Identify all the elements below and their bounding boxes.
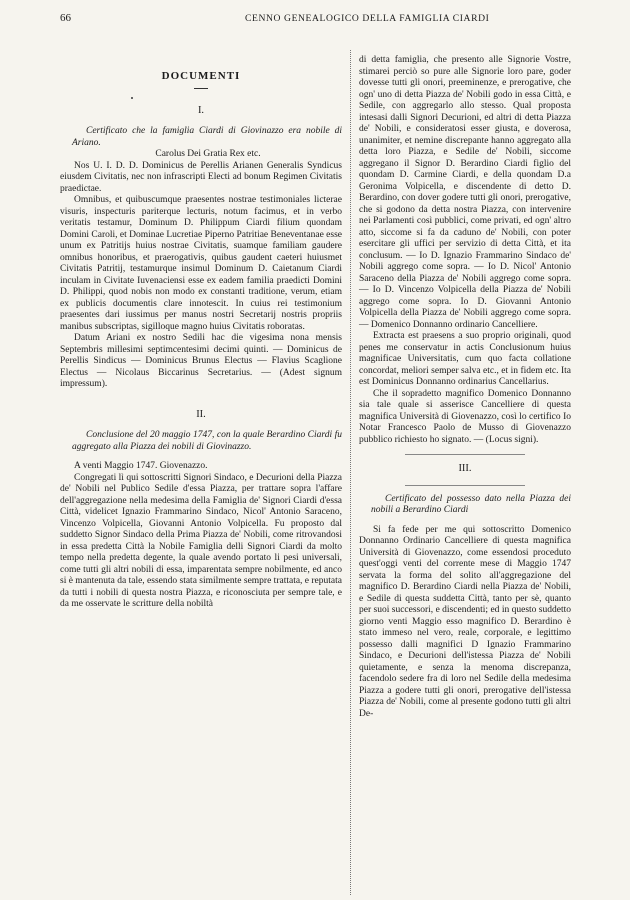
section-rule	[405, 485, 525, 486]
left-column	[60, 55, 342, 611]
doc-2-caption: Conclusione del 20 maggio 1747, con la quale Berardino Ciardi fu aggregato alla Piazza dei nobili di Giovinazzo.	[72, 430, 342, 452]
doc-1-salutation: Carolus Dei Gratia Rex etc.	[155, 149, 261, 159]
doc-2-paragraph: A venti Maggio 1747. Giovenazzo.	[74, 461, 208, 471]
doc-1-paragraph: Datum Ariani ex nostro Sedili hac die vigesima nona mensis Septembris millesimi septimcentesimi decimi quinti. — Dominicus de Perellis Sindicus — Dominicus Brunus Electus — Flavius Scaglione Electus — Nicolaus Biccarinus Secretarius. — (Adest signum impressum).	[60, 333, 342, 389]
doc-3-number: III.	[458, 463, 472, 474]
doc-3-paragraph: Si fa fede per me qui sottoscritto Domenico Donnanno Ordinario Cancelliere di questa magnifica Università di Giovenazzo, come essendosi proceduto quest'oggi venti del corrente mese di Maggio 1747 servata la forma del solito all'aggregazione del magnifico D. Berardino Ciardi nella Piazza de' Nobili, e Sedile di questa suddetta Città, tanto per sè, quanto per suoi successori, e discendenti; ed in questo suddetto giorno venti Maggio esso magnifico D. Berardino è stato immeso nel vero, reale, corporale, e legittimo possesso dalli magnifici D Ignazio Frammarino Sindaco, e Decurioni dell'istessa Piazza de' Nobili quietamente, e senza la menoma discrepanza, facendolo sedere fra di loro nel Sedile della medesima Piazza a godere tutti gli onori, prerogative dell'istessa Piazza de' Nobili, come al presente godono tutti gli altri De-	[359, 524, 571, 719]
heading-rule	[194, 88, 208, 89]
doc-1-caption: Certificato che la famiglia Ciardi di Giovinazzo era nobile di Ariano.	[72, 126, 342, 148]
doc-3-caption: Certificato del possesso dato nella Piazza dei nobili a Berardino Ciardi	[371, 493, 571, 515]
doc-1-number: I.	[197, 104, 205, 116]
doc-1-paragraph: Omnibus, et quibuscumque praesentes nostrae testimoniales licterae visuris, inspecturis pariterque lecturis, notum facimus, et in verbo veritatis testamur, Dominum D. Philippum Ciardi filium quondam Domini Caroli, et Dominae Lucretiae Piperno Patritiae Beneventanae esse unum ex Patritijs huius nostrae Civitatis, suamque familiam gaudere omnibus honoribus, et praerogativis, quibus gaudent caeteri huiusmet Civitatis Patritij, testamurque insimul Dominum D. Caietanum Ciardi inculam in Civitate Iuvenaciensi esse ex eadem familia praedicti Domini D. Philippi, quod nobis non modo ex constanti traditione, verum, etiam ex publicis documentis clare innotescit. In cuius rei testimonium praesentes dari iussimus per manus nostri Secretarij nostris propriis manibus subscriptas, sigilloque magno huius Civitatis roboratas.	[60, 195, 342, 332]
doc-2-number: II.	[196, 408, 206, 420]
documents-heading: DOCUMENTI	[161, 70, 241, 82]
page-number: 66	[60, 12, 71, 24]
doc-2-paragraph: Congregati lì qui sottoscritti Signori Sindaco, e Decurioni della Piazza de' Nobili nel Publico Sedile d'essa Piazza, per trattare sopra l'affare dell'aggregazione nella medesima della Famiglia de' Signori Ciardi d'essa Città, videlicet Ignazio Frammarino Sindaco, Nicol' Antonio Saraceno, Vincenzo Volpicella, Giovanni Antonio Volpicella. Fu proposto dal suddetto Signor Sindaco della Prima Piazza de' Nobili, come ritrovandosi in essa predetta Città la Nobile Famiglia delli Signori Ciardi da molto tempo nella predetta degente, la quale avendo portato li pesi universali, come tutti gli altri nobili di essa, imparentata sempre nobilmente, ed anco si è mantenuta da tale, essendo stata similmente sempre trattata, e reputata da tutti i nobili di questa nostra Piazza, e riconosciuta per sempre tale, e da me osservate le scritture della nobiltà	[60, 472, 342, 609]
running-head: CENNO GENEALOGICO DELLA FAMIGLIA CIARDI	[245, 13, 490, 24]
right-column	[359, 55, 571, 720]
section-rule	[405, 454, 525, 455]
doc-2-paragraph: Che il sopradetto magnifico Domenico Donnanno sia tale quale si asserisce Cancelliere di questa magnifica Università di Giovenazzo, così lo certifico Io Notar Francesco Paolo de Musso di Giovenazzo pubblico richiesto ho signato. — (Locus signi).	[359, 388, 571, 445]
doc-2-continuation: di detta famiglia, che presento alle Signorie Vostre, stimarei perciò so pure alle Signorie loro pare, goder dovesse tutti gli onori, preeminenze, e prerogative, che ogn' uno di detta Piazza de' Nobili godo in essa Città, e Sedile, con aggregarlo allo stesso. Qual proposta intesasi dalli Signori Decurioni, ed altri di detta Piazza de' Nobili, e consideratosi esser giusta, e doverosa, unanimiter, et nemine discrepante hanno aggregato alla detta loro Piazza, e Sedile de' Nobili, siccome aggregano il Signor D. Berardino Ciardi figlio del quondam D. Carmine Ciardi, e della quondam D.a Geronima Volpicella, e discendente di detto D. Berardino, con dover godere tutti gli onori, prerogative, che si godono da detta nostra Piazza, con intervenire nei Parlamenti così pubblici, come privati, ed ogn' altro atto, siccome si fa da caduno de' Nobili, con poter esercitare gli uffici per servizio di detta Città, et ita conclusum. — Io D. Ignazio Frammarino Sindaco de' Nobili aggrego come sopra. — Io D. Nicol' Antonio Saraceno della Piazza de' Nobili aggrego come sopra. — Io D. Vincenzo Volpicella della Piazza de' Nobili aggrego come sopra. Io D. Giovanni Antonio Volpicella della Piazza de' Nobili aggrego come sopra. — Domenico Donnanno ordinario Cancelliere.	[359, 55, 571, 330]
doc-2-paragraph: Extracta est praesens a suo proprio originali, quod penes me conservatur in actis Conclusionum huius magnificae Universitatis, cum quo facta collatione concordat, meliori semper salva etc., et in fidem etc. Ita est Dominicus Donnanno ordinarius Cancellarius.	[359, 331, 571, 387]
doc-1-paragraph: Nos U. I. D. D. Dominicus de Perellis Arianen Generalis Syndicus eiusdem Civitatis, nec non infrascripti Electi ad bonum Regimen Civitatis praedictae.	[60, 160, 342, 194]
column-divider	[350, 50, 351, 895]
